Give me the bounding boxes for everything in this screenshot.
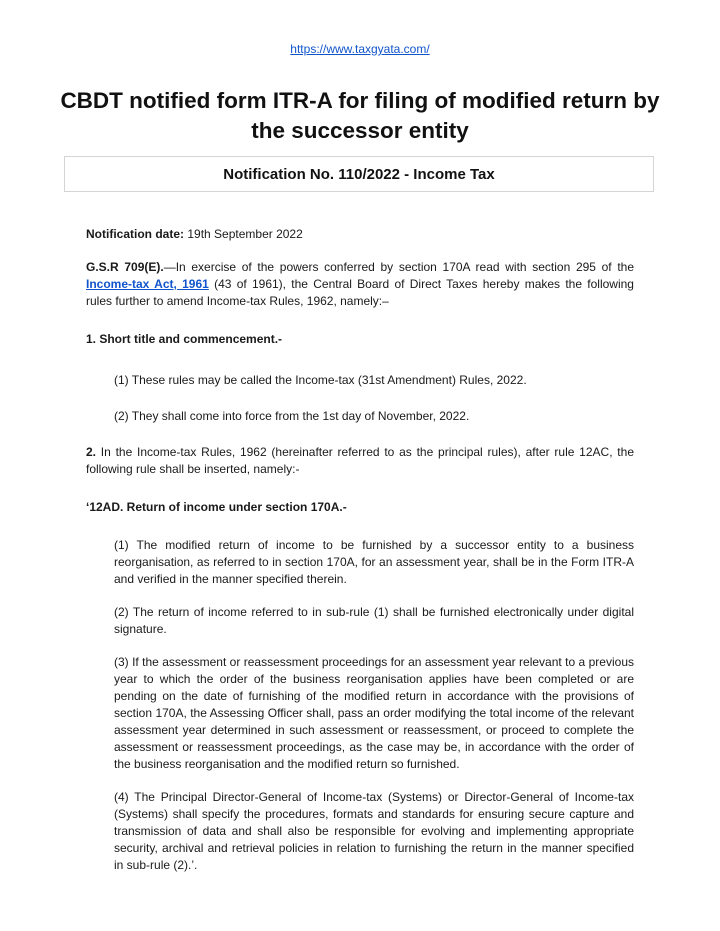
section-1-heading-text: 1. Short title and commencement.- — [86, 332, 283, 346]
header-url — [0, 42, 720, 56]
notification-number-box: Notification No. 110/2022 - Income Tax — [64, 156, 654, 192]
rule-12ad-heading — [86, 499, 634, 516]
notification-date-value: 19th September 2022 — [187, 227, 303, 241]
section-1-heading — [86, 331, 634, 348]
rule-12ad-item-3: (3) If the assessment or reassessment proceedings for an assessment year relevant to a previous year to which the order of the business reorganisation applies have been completed or are pending on the date of furnishing of the modified return in accordance with the provisions of section 170A, the Assessing Officer shall, pass an order modifying the total income of the relevant assessment year determined in such assessment or reassessment, or proceed to complete the assessment or reassessment proceedings, as the case may be, in accordance with the order of the business reorganisation and the modified return so furnished. — [114, 655, 634, 771]
rule-12ad-item-1: (1) The modified return of income to be furnished by a successor entity to a business reorganisation, as referred to in section 170A, for an assessment year, shall be in the Form ITR-A and verified in the manner specified therein. — [114, 538, 634, 586]
notification-date-label: Notification date: — [86, 227, 184, 241]
rule-12ad-heading-text: ‘12AD. Return of income under section 170A.- — [86, 500, 347, 514]
gsr-text-2: (43 of 1961), the Central Board of Direct Taxes hereby makes the following rules further to amend Income-tax Rules, 1962, namely:– — [86, 277, 634, 308]
rule-12ad-item-4: (4) The Principal Director-General of Income-tax (Systems) or Director-General of Income-tax (Systems) shall specify the procedures, formats and standards for ensuring secure capture and transmission of data and shall also be responsible for evolving and implementing appropriate security, archival and retrieval policies in relation to furnishing the return in the manner specified in sub-rule (2).’. — [114, 790, 634, 872]
document-body — [86, 226, 634, 874]
section-1-item-2: (2) They shall come into force from the 1st day of November, 2022. — [114, 409, 470, 423]
notification-date — [86, 226, 634, 243]
section-2-paragraph — [86, 444, 634, 478]
rule-12ad-item-2: (2) The return of income referred to in sub-rule (1) shall be furnished electronically under digital signature. — [114, 605, 634, 636]
page-title: CBDT notified form ITR-A for filing of modified return by the successor entity — [60, 88, 660, 143]
gsr-text-1: —In exercise of the powers conferred by section 170A read with section 295 of the — [163, 260, 634, 274]
site-url-link[interactable]: https://www.taxgyata.com/ — [290, 42, 430, 56]
gsr-paragraph — [86, 259, 634, 310]
section-2-number: 2. — [86, 445, 97, 459]
section-2-text: In the Income-tax Rules, 1962 (hereinafter referred to as the principal rules), after rule 12AC, the following rule shall be inserted, namely:- — [86, 445, 634, 476]
income-tax-act-link[interactable]: Income-tax Act, 1961 — [86, 277, 209, 291]
section-1-item-1: (1) These rules may be called the Income-tax (31st Amendment) Rules, 2022. — [114, 373, 527, 387]
gsr-label: G.S.R 709(E). — [86, 260, 164, 274]
